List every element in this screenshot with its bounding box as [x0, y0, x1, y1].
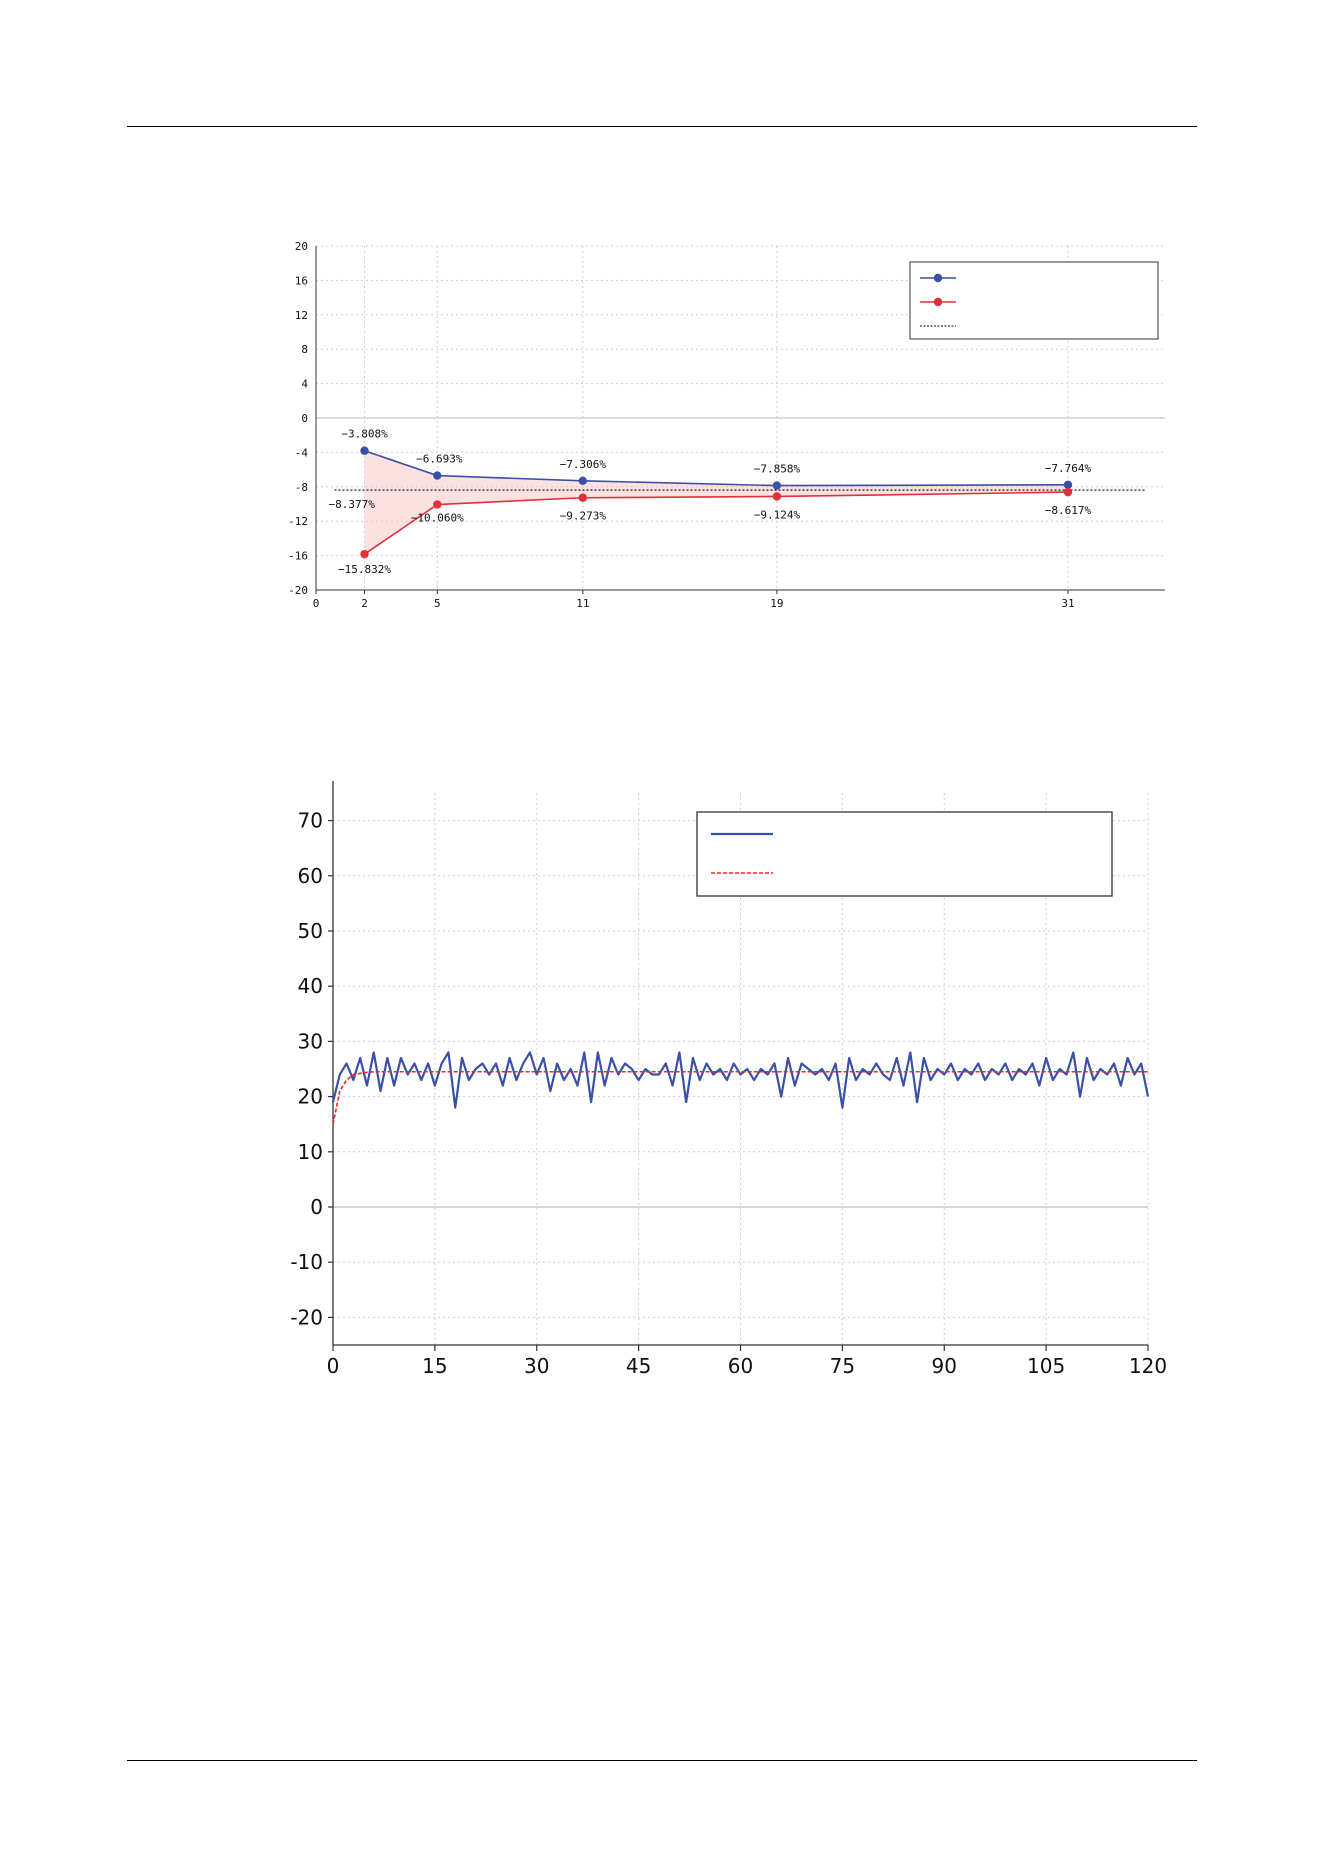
y-tick-label: 70	[297, 808, 323, 833]
y-tick-label: 0	[310, 1195, 323, 1219]
y-tick-label: 60	[297, 863, 323, 888]
x-tick-label: 30	[524, 1354, 550, 1378]
y-tick-label: -20	[290, 1305, 323, 1330]
series-point	[1064, 481, 1072, 489]
legend-box	[697, 812, 1112, 896]
x-tick-label: 0	[312, 597, 320, 610]
x-tick-label: 5	[433, 597, 441, 610]
x-tick-label: 105	[1027, 1354, 1066, 1378]
data-label: −9.273%	[559, 509, 607, 523]
y-tick-label: 16	[294, 274, 308, 288]
x-tick-label: 75	[829, 1354, 856, 1378]
y-tick-label: 50	[297, 919, 323, 943]
y-tick-label: 20	[294, 240, 308, 253]
y-tick-label: 30	[297, 1029, 323, 1054]
series-point	[579, 477, 587, 485]
data-label: −9.124%	[753, 508, 801, 522]
chart-2	[0, 775, 1324, 1395]
x-tick-label: 15	[422, 1354, 448, 1378]
x-tick-label: 31	[1061, 597, 1075, 610]
series-point	[773, 481, 781, 489]
series-point	[360, 447, 368, 455]
series-point	[579, 494, 587, 502]
y-tick-label: 10	[297, 1139, 323, 1164]
reference-line-label: −8.377%	[328, 498, 375, 512]
series-point	[360, 550, 368, 558]
y-tick-label: -12	[288, 515, 308, 529]
y-tick-label: 4	[301, 377, 308, 391]
series-point	[433, 500, 441, 508]
data-label: −7.858%	[753, 462, 801, 476]
data-label: −10.060%	[410, 511, 464, 525]
legend-marker-series-2	[934, 298, 942, 306]
data-label: −8.617%	[1044, 504, 1092, 518]
footer-rule	[127, 1760, 1197, 1761]
data-label: −15.832%	[338, 563, 392, 577]
x-tick-label: 0	[326, 1354, 340, 1378]
x-tick-label: 45	[625, 1354, 652, 1378]
y-tick-label: -10	[290, 1250, 323, 1275]
chart-1	[0, 220, 1324, 860]
data-label: −3.808%	[341, 427, 388, 441]
x-tick-label: 19	[770, 597, 784, 610]
series-point	[1064, 488, 1072, 496]
y-tick-label: 12	[294, 308, 308, 322]
y-tick-label: 0	[301, 412, 308, 425]
series-point	[433, 471, 441, 479]
y-tick-label: -20	[288, 584, 308, 597]
x-tick-label: 120	[1128, 1354, 1168, 1378]
x-tick-label: 60	[727, 1354, 754, 1378]
header-rule	[127, 126, 1197, 127]
y-tick-label: 40	[297, 974, 323, 999]
data-label: −7.764%	[1044, 461, 1092, 475]
legend-box	[910, 262, 1158, 339]
y-tick-label: -4	[294, 446, 308, 460]
y-tick-label: 20	[297, 1084, 323, 1109]
data-label: −6.693%	[416, 452, 463, 466]
x-tick-label: 2	[361, 597, 368, 610]
y-tick-label: -16	[288, 549, 308, 563]
x-tick-label: 90	[931, 1354, 957, 1378]
legend-marker-series-1	[934, 274, 942, 282]
y-tick-label: -8	[294, 480, 308, 494]
y-tick-label: 8	[301, 343, 308, 357]
x-tick-label: 11	[576, 597, 590, 610]
data-label: −7.306%	[559, 457, 607, 471]
series-point	[773, 492, 781, 500]
